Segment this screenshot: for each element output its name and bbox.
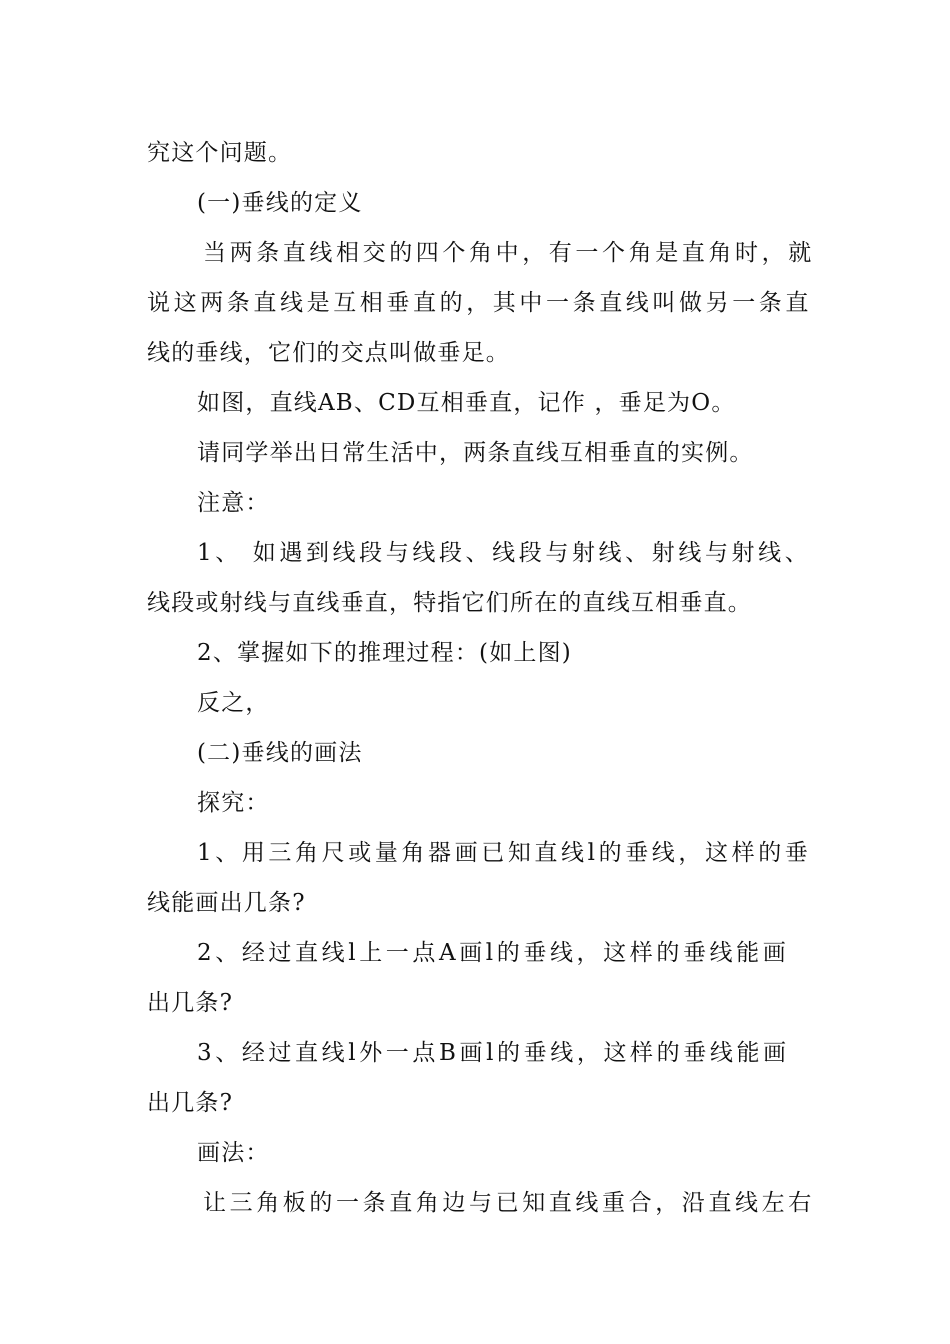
section-heading: (二)垂线的画法 [197, 740, 363, 766]
paragraph-line: 1、用三角尺或量角器画已知直线l的垂线，这样的垂 [197, 840, 812, 866]
paragraph-line: 线能画出几条? [147, 890, 306, 916]
paragraph-line: 究这个问题。 [147, 140, 293, 166]
paragraph-line: 注意： [197, 490, 270, 516]
paragraph-line: 探究： [197, 790, 270, 816]
paragraph-line: 线段或射线与直线垂直，特指它们所在的直线互相垂直。 [147, 590, 752, 616]
paragraph-line: 2、掌握如下的推理过程：(如上图) [197, 640, 572, 666]
paragraph-line: 说这两条直线是互相垂直的，其中一条直线叫做另一条直 [147, 290, 812, 316]
paragraph-line: 让三角板的一条直角边与已知直线重合，沿直线左右 [203, 1190, 815, 1216]
paragraph-line: 2、经过直线l上一点A画l的垂线，这样的垂线能画 [197, 940, 790, 966]
paragraph-line: 当两条直线相交的四个角中，有一个角是直角时，就 [203, 240, 815, 266]
section-heading: (一)垂线的定义 [197, 190, 363, 216]
paragraph-line: 3、经过直线l外一点B画l的垂线，这样的垂线能画 [197, 1040, 790, 1066]
paragraph-line: 出几条? [147, 990, 234, 1016]
paragraph-line: 1、 如遇到线段与线段、线段与射线、射线与射线、 [197, 540, 812, 566]
paragraph-line: 线的垂线，它们的交点叫做垂足。 [147, 340, 510, 366]
paragraph-line: 如图，直线AB、CD互相垂直，记作 ，垂足为O。 [197, 390, 736, 416]
paragraph-line: 画法： [197, 1140, 270, 1166]
paragraph-line: 出几条? [147, 1090, 234, 1116]
paragraph-line: 反之， [197, 690, 270, 716]
paragraph-line: 请同学举出日常生活中，两条直线互相垂直的实例。 [197, 440, 754, 466]
